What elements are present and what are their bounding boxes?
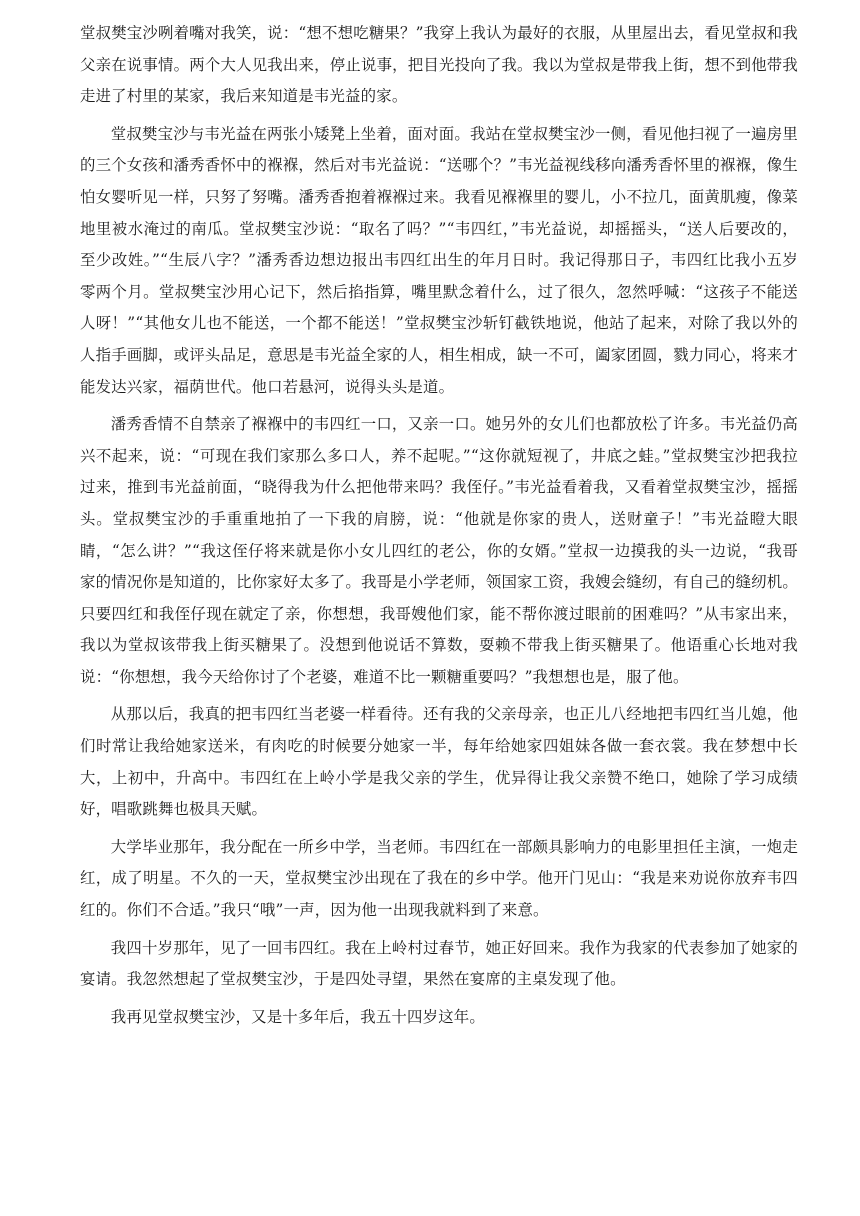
paragraph-6: 我四十岁那年，见了一回韦四红。我在上岭村过春节，她正好回来。我作为我家的代表参加了她家的宴请。我忽然想起了堂叔樊宝沙，于是四处寻望，果然在宴席的主桌发现了他。 xyxy=(80,938,798,989)
paragraph-7: 我再见堂叔樊宝沙，又是十多年后，我五十四岁这年。 xyxy=(110,1007,485,1026)
paragraph-2: 堂叔樊宝沙与韦光益在两张小矮凳上坐着，面对面。我站在堂叔樊宝沙一侧，看见他扫视了一遍房里的三个女孩和潘秀香怀中的褓褓，然后对韦光益说：“送哪个？”韦光益视线移向潘秀香怀里的褓褓，像生怕女婴听见一样，只努了努嘴。潘秀香抱着褓褓过来。我看见褓褓里的婴儿，小不拉几，面黄肌瘦，像菜地里被水淹过的南瓜。堂叔樊宝沙说：“取名了吗？”“韦四红，”韦光益说，却摇摇头，“送人后要改的，至少改姓。”“生辰八字？”潘秀香边想边报出韦四红出生的年月日时。我记得那日子，韦四红比我小五岁零两个月。堂叔樊宝沙用心记下，然后掐指算，嘴里默念着什么，过了很久，忽然呼喊：“这孩子不能送人呀！”“其他女儿也不能送，一个都不能送！”堂叔樊宝沙斩钉截铁地说，他站了起来，对除了我以外的人指手画脚，或评头品足，意思是韦光益全家的人，相生相成，缺一不可，阖家团圆，戮力同心，将来才能发达兴家，福荫世代。他口若悬河，说得头头是道。 xyxy=(80,124,798,396)
paragraph-1: 堂叔樊宝沙咧着嘴对我笑，说：“想不想吃糖果？”我穿上我认为最好的衣服，从里屋出去，看见堂叔和我父亲在说事情。两个大人见我出来，停止说事，把目光投向了我。我以为堂叔是带我上街，想不到他带我走进了村里的某家，我后来知道是韦光益的家。 xyxy=(80,24,798,106)
paragraph-5: 大学毕业那年，我分配在一所乡中学，当老师。韦四红在一部颇具影响力的电影里担任主演，一炮走红，成了明星。不久的一天，堂叔樊宝沙出现在了我在的乡中学。他开门见山：“我是来劝说你放弃韦四红的。你们不合适。”我只“哦”一声，因为他一出现我就料到了来意。 xyxy=(80,837,798,920)
paragraph-3: 潘秀香情不自禁亲了褓褓中的韦四红一口，又亲一口。她另外的女儿们也都放松了许多。韦光益仍高兴不起来，说：“可现在我们家那么多口人，养不起呢。”“这你就短视了，井底之蛙。”堂叔樊宝沙把我拉过来，推到韦光益前面，“晓得我为什么把他带来吗？我侄仔。”韦光益看着我，又看着堂叔樊宝沙，摇摇头。堂叔樊宝沙的手重重地拍了一下我的肩膀，说：“他就是你家的贵人，送财童子！”韦光益瞪大眼睛，“怎么讲？”“我这侄仔将来就是你小女儿四红的老公，你的女婿。”堂叔一边摸我的头一边说，“我哥家的情况你是知道的，比你家好太多了。我哥是小学老师，领国家工资，我嫂会缝纫，有自己的缝纫机。只要四红和我侄仔现在就定了亲，你想想，我哥嫂他们家，能不帮你渡过眼前的困难吗？”从韦家出来，我以为堂叔该带我上街买糖果了。没想到他说话不算数，耍赖不带我上街买糖果了。他语重心长地对我说：“你想想，我今天给你讨了个老婆，难道不比一颗糖重要吗？”我想想也是，服了他。 xyxy=(80,415,798,686)
paragraph-4: 从那以后，我真的把韦四红当老婆一样看待。还有我的父亲母亲，也正儿八经地把韦四红当儿媳，他们时常让我给她家送米，有肉吃的时候要分她家一半，每年给她家四姐妹各做一套衣裳。我在梦想中长大，上初中，升高中。韦四红在上岭小学是我父亲的学生，优异得让我父亲赞不绝口，她除了学习成绩好，唱歌跳舞也极具天赋。 xyxy=(80,705,798,819)
